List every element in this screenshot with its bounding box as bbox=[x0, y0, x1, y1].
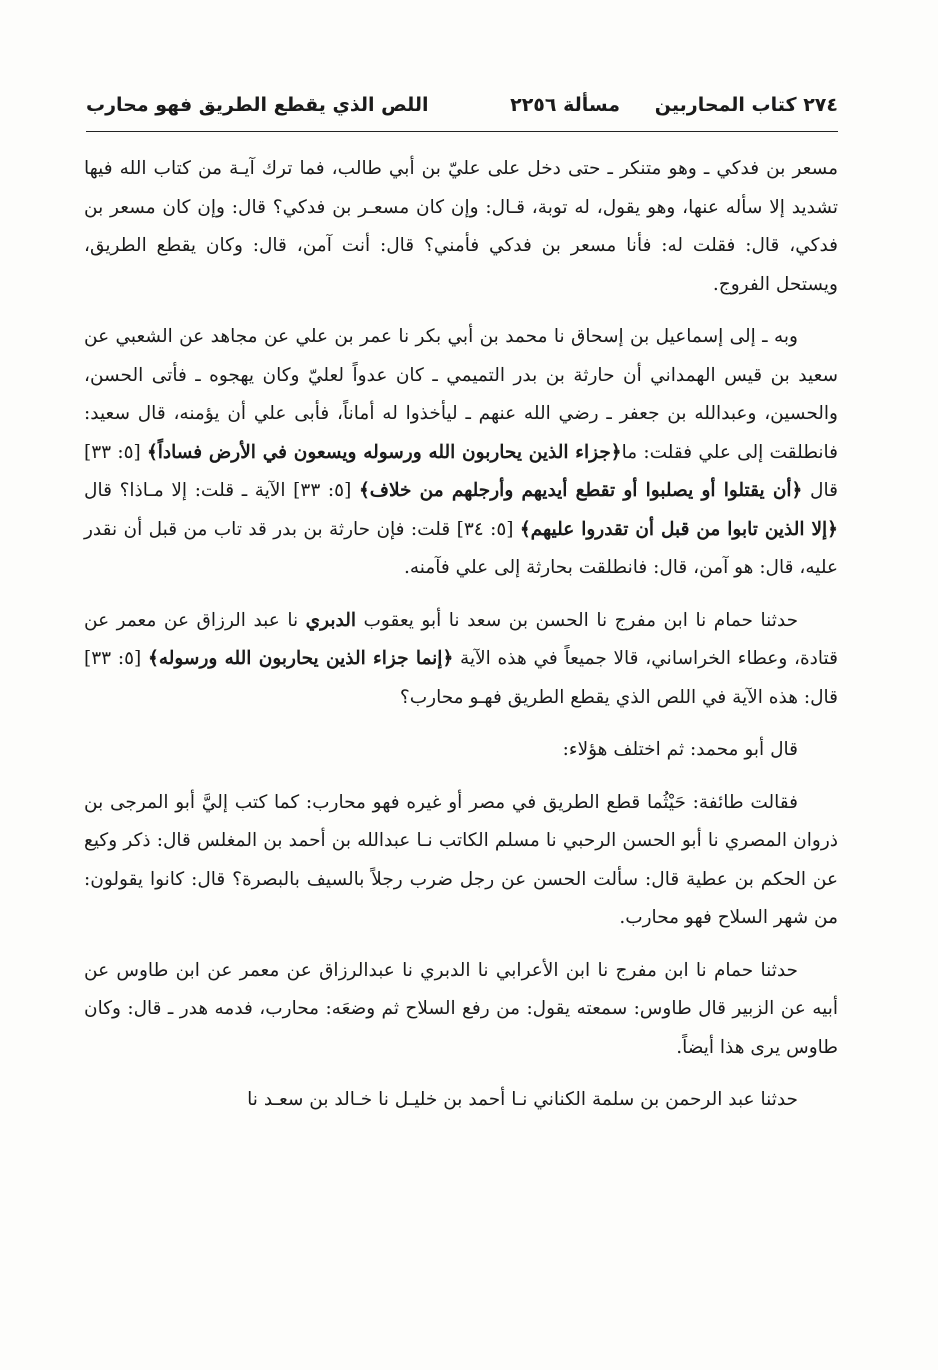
text-run: فقالت طائفة: حَيْثُما قطع الطريق في مصر أو غيره فهو محارب: كما كتب إليَّ أبو المرجى بن ذروان المصري نا أبو الحسن الرحبي نا مسلم الكاتب نـا عبدالله بن أحمد بن المغلس قال: ذكر وكيع عن الحكم بن عطية قال: سألت الحسن عن رجل ضرب رجلاً بالسيف بالبصرة؟ قال: كانوا يقولون: من شهر السلاح فهو محارب. bbox=[84, 791, 838, 928]
text-run: [٥: ٣٤] قلت: فإن حارثة بن بدر قد تاب من قبل أن نقدر عليه، قال: هو آمن، قال: فانطلقت بحارثة إلى علي فآمنه. bbox=[84, 518, 838, 578]
paragraph-2 bbox=[84, 318, 838, 588]
text-run: نا عبد الرزاق عن معمر عن قتادة، وعطاء الخراساني، قالا جميعاً في هذه الآية bbox=[84, 609, 838, 669]
quran-verse: ﴿إلا الذين تابوا من قبل أن تقدروا عليهم﴾ bbox=[519, 518, 838, 540]
narrator-name: الدبري bbox=[305, 609, 356, 631]
paragraph-4 bbox=[84, 731, 838, 770]
text-run: مسعر بن فدكي ـ وهو متنكر ـ حتى دخل على عليّ بن أبي طالب، فما ترك آيـة من كتاب الله فيها تشديد إلا سأله عنها، وهو يقول، له توبة، قـال: وإن كان مسعـر بن فدكي؟ قال: وإن كان مسعر بن فدكي، قال: فقلت له: فأنا مسعر بن فدكي فأمني؟ قال: أنت آمن، قال: وكان يقطع الطريق، ويستحل الفروج. bbox=[84, 158, 838, 295]
running-header bbox=[86, 92, 838, 126]
paragraph-5 bbox=[84, 784, 838, 938]
text-run: [٥: ٣٣] قال: هذه الآية في اللص الذي يقطع الطريق فهـو محارب؟ bbox=[84, 648, 838, 708]
page-body bbox=[84, 150, 838, 1134]
header-divider bbox=[86, 131, 838, 132]
quran-verse: ﴿أن يقتلوا أو يصلبوا أو تقطع أيديهم وأرجلهم من خلاف﴾ bbox=[358, 480, 803, 501]
header-section-title: اللص الذي يقطع الطريق فهو محارب bbox=[86, 94, 429, 116]
quran-verse: ﴿جزاء الذين يحاربون الله ورسوله ويسعون في الأرض فساداً﴾ bbox=[146, 441, 622, 463]
text-run: وبه ـ إلى إسماعيل بن إسحاق نا محمد بن أبي بكر نا عمر بن علي عن مجاهد عن الشعبي عن سعيد بن قيس الهمداني أن حارثة بن بدر التميمي ـ كان عدواً لعليّ وكان يهجوه ـ فأتى الحسن، والحسين، وعبدالله بن جعفر ـ رضي الله عنهم ـ ليأخذوا له أماناً، فأبى علي أن يؤمنه، قال سعيد: فانطلقت إلى علي فقلت: ما bbox=[84, 326, 838, 463]
header-page-and-book: ٢٧٤ كتاب المحاربين bbox=[654, 94, 838, 116]
text-run: قال أبو محمد: ثم اختلف هؤلاء: bbox=[562, 739, 798, 760]
paragraph-6 bbox=[84, 952, 838, 1068]
text-run: [٥: ٣٣] قال bbox=[84, 441, 838, 501]
header-issue-number: مسألة ٢٢٥٦ bbox=[510, 94, 620, 116]
text-run: حدثنا حمام نا ابن مفرج نا الحسن بن سعد نا أبو يعقوب bbox=[355, 609, 799, 631]
quran-verse: ﴿إنما جزاء الذين يحاربون الله ورسوله﴾ bbox=[147, 648, 454, 669]
text-run: حدثنا عبد الرحمن بن سلمة الكناني نـا أحمد بن خليـل نا خـالد بن سعـد نا bbox=[247, 1089, 798, 1110]
text-run: حدثنا حمام نا ابن مفرج نا ابن الأعرابي نا الدبري نا عبدالرزاق عن معمر عن ابن طاوس عن أبيه عن الزبير قال طاوس: سمعته يقول: من رفع السلاح ثم وضعَه: محارب، فدمه هدر ـ قال: وكان طاوس يرى هذا أيضاً. bbox=[84, 959, 838, 1058]
paragraph-1 bbox=[84, 150, 838, 304]
paragraph-7 bbox=[84, 1081, 838, 1120]
text-run: [٥: ٣٣] الآية ـ قلت: إلا مـاذا؟ قال bbox=[84, 480, 359, 501]
paragraph-3 bbox=[84, 602, 838, 718]
